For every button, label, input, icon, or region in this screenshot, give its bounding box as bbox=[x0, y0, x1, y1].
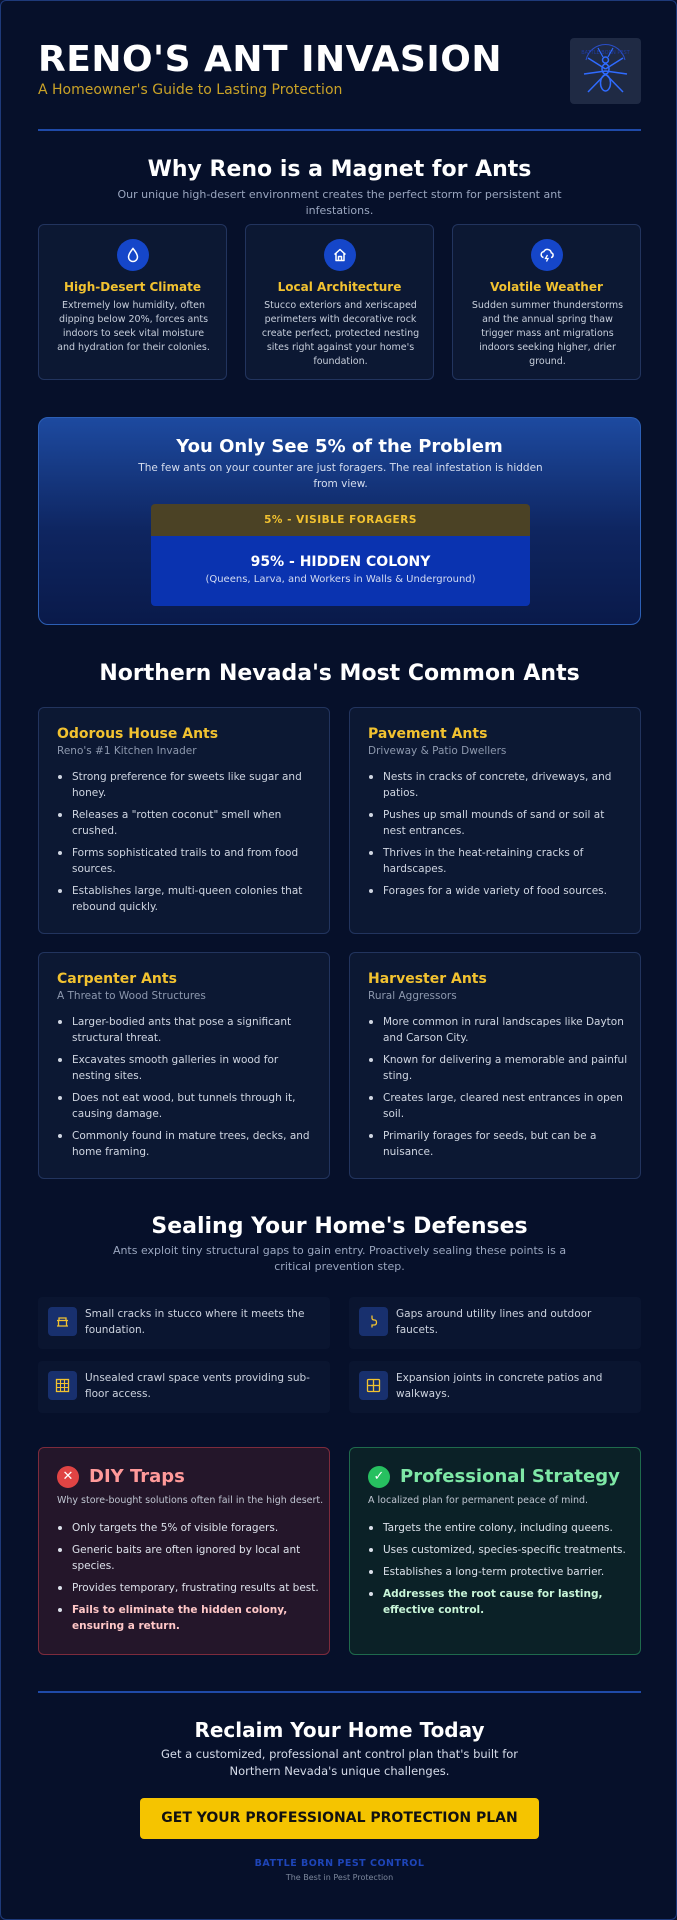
ant-tagline: A Threat to Wood Structures bbox=[57, 990, 206, 1002]
list-item: Creates large, cleared nest entrances in open soil. bbox=[368, 1090, 630, 1122]
list-item: Establishes a long-term protective barrier. bbox=[368, 1564, 630, 1580]
water-drop-icon bbox=[117, 239, 149, 271]
entry-point-item bbox=[349, 1297, 641, 1349]
list-item: Addresses the root cause for lasting, effective control. bbox=[368, 1586, 630, 1618]
ant-facts bbox=[57, 769, 319, 921]
ant-tagline: Driveway & Patio Dwellers bbox=[368, 745, 507, 757]
pro-title: Professional Strategy bbox=[400, 1466, 620, 1487]
ant-name: Odorous House Ants bbox=[57, 726, 219, 742]
pro-points bbox=[368, 1520, 630, 1624]
company-logo bbox=[570, 38, 641, 104]
diy-subtitle: Why store-bought solutions often fail in the high desert. bbox=[57, 1495, 324, 1506]
list-item: Forms sophisticated trails to and from food sources. bbox=[57, 845, 319, 877]
list-item: Uses customized, species-specific treatments. bbox=[368, 1542, 630, 1558]
list-item: Known for delivering a memorable and painful sting. bbox=[368, 1052, 630, 1084]
list-item: Primarily forages for seeds, but can be a nuisance. bbox=[368, 1128, 630, 1160]
list-item: Pushes up small mounds of sand or soil at nest entrances. bbox=[368, 807, 630, 839]
feature-text: Sudden summer thunderstorms and the annual spring thaw trigger mass ant migrations indoors seeking higher, drier ground. bbox=[471, 300, 624, 367]
ant-card-odorous-house bbox=[38, 707, 330, 934]
list-item: More common in rural landscapes like Dayton and Carson City. bbox=[368, 1014, 630, 1046]
entry-point-item bbox=[349, 1361, 641, 1413]
list-item: Releases a "rotten coconut" smell when crushed. bbox=[57, 807, 319, 839]
defenses-section-title: Sealing Your Home's Defenses bbox=[151, 1214, 528, 1239]
list-item: Establishes large, multi-queen colonies that rebound quickly. bbox=[57, 883, 319, 915]
page-title: RENO'S ANT INVASION bbox=[38, 39, 502, 80]
ant-facts bbox=[57, 1014, 319, 1166]
list-item: Strong preference for sweets like sugar and honey. bbox=[57, 769, 319, 801]
list-item: Fails to eliminate the hidden colony, ensuring a return. bbox=[57, 1602, 319, 1634]
house-icon bbox=[324, 239, 356, 271]
visible-foragers-bar: 5% - VISIBLE FORAGERS bbox=[151, 504, 530, 536]
divider bbox=[38, 129, 641, 131]
check-circle-icon: ✓ bbox=[368, 1466, 390, 1488]
pipe-icon bbox=[359, 1307, 388, 1336]
page-subtitle: A Homeowner's Guide to Lasting Protection bbox=[38, 82, 343, 98]
list-item: Commonly found in mature trees, decks, and home framing. bbox=[57, 1128, 319, 1160]
iceberg-panel bbox=[38, 417, 641, 625]
hidden-colony-label: 95% - HIDDEN COLONY bbox=[250, 554, 431, 570]
list-item: Nests in cracks of concrete, driveways, and patios. bbox=[368, 769, 630, 801]
get-protection-plan-button[interactable]: GET YOUR PROFESSIONAL PROTECTION PLAN bbox=[140, 1798, 539, 1839]
list-item: Provides temporary, frustrating results at best. bbox=[57, 1580, 319, 1596]
diy-traps-card bbox=[38, 1447, 330, 1655]
entry-point-item bbox=[38, 1297, 330, 1349]
feature-card-climate bbox=[38, 224, 227, 380]
storm-cloud-icon bbox=[531, 239, 563, 271]
feature-text: Extremely low humidity, often dipping below 20%, forces ants indoors to seek vital moisture and hydration for their colonies. bbox=[57, 300, 210, 353]
ant-name: Pavement Ants bbox=[368, 726, 488, 742]
ant-card-carpenter bbox=[38, 952, 330, 1179]
list-item: Forages for a wide variety of food sources. bbox=[368, 883, 630, 899]
hidden-colony-bar bbox=[151, 536, 530, 606]
stucco-crack-icon bbox=[48, 1307, 77, 1336]
feature-title: High-Desert Climate bbox=[64, 280, 201, 294]
feature-card-architecture bbox=[245, 224, 434, 380]
list-item: Thrives in the heat-retaining cracks of hardscapes. bbox=[368, 845, 630, 877]
entry-point-text: Small cracks in stucco where it meets the foundation. bbox=[85, 1308, 305, 1336]
entry-point-item bbox=[38, 1361, 330, 1413]
cta-subtitle: Get a customized, professional ant control plan that's built for Northern Nevada's unique challenges. bbox=[160, 1747, 519, 1778]
diy-title: DIY Traps bbox=[89, 1466, 185, 1487]
expansion-joint-icon bbox=[359, 1371, 388, 1400]
ant-tagline: Rural Aggressors bbox=[368, 990, 457, 1002]
vent-grid-icon bbox=[48, 1371, 77, 1400]
ant-facts bbox=[368, 1014, 630, 1166]
entry-point-text: Unsealed crawl space vents providing sub-floor access. bbox=[85, 1372, 310, 1400]
ant-card-pavement bbox=[349, 707, 641, 934]
brand-tagline: The Best in Pest Protection bbox=[285, 1873, 394, 1882]
feature-title: Local Architecture bbox=[277, 280, 402, 294]
magnet-section-title: Why Reno is a Magnet for Ants bbox=[147, 157, 532, 182]
ants-section-title: Northern Nevada's Most Common Ants bbox=[99, 661, 580, 686]
defenses-section-subtitle: Ants exploit tiny structural gaps to gain entry. Proactively sealing these points is a critical prevention step. bbox=[112, 1244, 567, 1273]
ant-tagline: Reno's #1 Kitchen Invader bbox=[57, 745, 197, 757]
list-item: Excavates smooth galleries in wood for nesting sites. bbox=[57, 1052, 319, 1084]
feature-title: Volatile Weather bbox=[490, 280, 603, 294]
ant-card-harvester bbox=[349, 952, 641, 1179]
diy-points bbox=[57, 1520, 319, 1640]
entry-point-text: Expansion joints in concrete patios and walkways. bbox=[396, 1372, 603, 1400]
list-item: Targets the entire colony, including queens. bbox=[368, 1520, 630, 1536]
ant-name: Carpenter Ants bbox=[57, 971, 177, 987]
professional-strategy-card bbox=[349, 1447, 641, 1655]
entry-point-text: Gaps around utility lines and outdoor faucets. bbox=[396, 1308, 592, 1336]
cta-title: Reclaim Your Home Today bbox=[194, 1718, 485, 1742]
feature-text: Stucco exteriors and xeriscaped perimeters with decorative rock create perfect, protected nesting sites right against your home's foundation. bbox=[261, 300, 420, 367]
iceberg-subtitle: The few ants on your counter are just foragers. The real infestation is hidden from view. bbox=[138, 462, 543, 490]
pro-subtitle: A localized plan for permanent peace of mind. bbox=[368, 1495, 589, 1506]
divider bbox=[38, 1691, 641, 1693]
hidden-colony-detail: (Queens, Larva, and Workers in Walls & Underground) bbox=[205, 574, 476, 585]
brand-name: BATTLE BORN PEST CONTROL bbox=[254, 1858, 425, 1869]
header bbox=[38, 39, 641, 129]
ant-name: Harvester Ants bbox=[368, 971, 487, 987]
list-item: Only targets the 5% of visible foragers. bbox=[57, 1520, 319, 1536]
ant-facts bbox=[368, 769, 630, 905]
ant-logo-icon bbox=[570, 38, 641, 104]
feature-card-weather bbox=[452, 224, 641, 380]
iceberg-title: You Only See 5% of the Problem bbox=[176, 436, 503, 457]
list-item: Larger-bodied ants that pose a significant structural threat. bbox=[57, 1014, 319, 1046]
x-circle-icon: ✕ bbox=[57, 1466, 79, 1488]
magnet-section-subtitle: Our unique high-desert environment creates the perfect storm for persistent ant infestations. bbox=[117, 188, 562, 217]
svg-text:BATTLE BORN PEST: BATTLE BORN PEST bbox=[581, 50, 630, 56]
list-item: Generic baits are often ignored by local ant species. bbox=[57, 1542, 319, 1574]
list-item: Does not eat wood, but tunnels through it, causing damage. bbox=[57, 1090, 319, 1122]
